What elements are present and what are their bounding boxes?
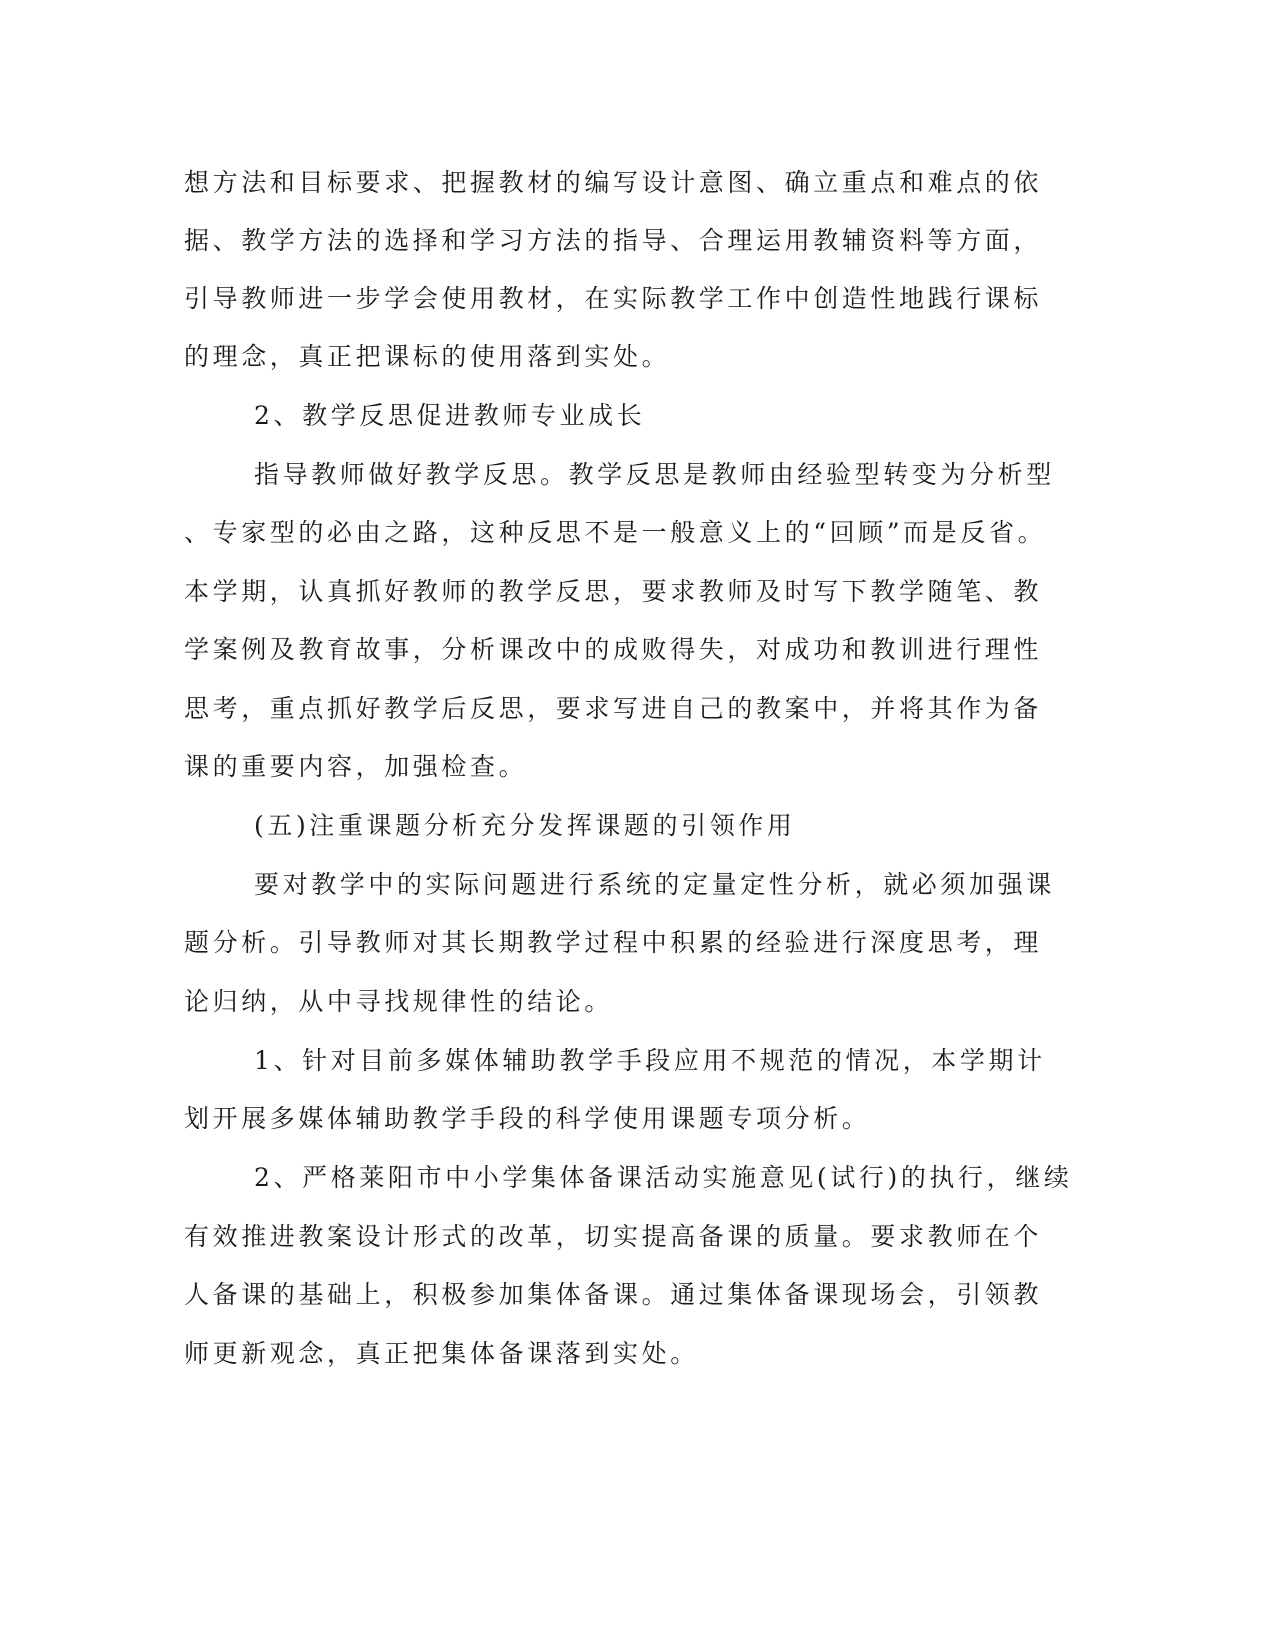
body-text-line: 的理念，真正把课标的使用落到实处。 (184, 342, 671, 371)
section-heading: (五)注重课题分析充分发挥课题的引领作用 (254, 811, 796, 840)
body-text-line: 思考，重点抓好教学后反思，要求写进自己的教案中，并将其作为备 (184, 694, 1043, 723)
paragraph-first-line: 要对教学中的实际问题进行系统的定量定性分析，就必须加强课 (254, 870, 1055, 899)
paragraph-first-line: 指导教师做好教学反思。教学反思是教师由经验型转变为分析型 (254, 460, 1055, 489)
body-text-line: 论归纳，从中寻找规律性的结论。 (184, 987, 614, 1016)
body-text-line: 划开展多媒体辅助教学手段的科学使用课题专项分析。 (184, 1104, 871, 1133)
list-item-first-line: 1、针对目前多媒体辅助教学手段应用不规范的情况，本学期计 (254, 1046, 1046, 1075)
body-text-line: 据、教学方法的选择和学习方法的指导、合理运用教辅资料等方面， (184, 226, 1043, 255)
body-text-line: 有效推进教案设计形式的改革，切实提高备课的质量。要求教师在个 (184, 1222, 1043, 1251)
body-text-line: 人备课的基础上，积极参加集体备课。通过集体备课现场会，引领教 (184, 1280, 1043, 1309)
body-text-line: 学案例及教育故事，分析课改中的成败得失，对成功和教训进行理性 (184, 635, 1043, 664)
list-item-first-line: 2、严格莱阳市中小学集体备课活动实施意见(试行)的执行，继续 (254, 1163, 1073, 1192)
body-text-line: 本学期，认真抓好教师的教学反思，要求教师及时写下教学随笔、教 (184, 577, 1043, 606)
body-text-line: 师更新观念，真正把集体备课落到实处。 (184, 1339, 699, 1368)
body-text-line: 想方法和目标要求、把握教材的编写设计意图、确立重点和难点的依 (184, 168, 1043, 197)
body-text-line: 引导教师进一步学会使用教材，在实际教学工作中创造性地践行课标 (184, 284, 1043, 313)
body-text-line: 课的重要内容，加强检查。 (184, 752, 528, 781)
body-text-line: 、专家型的必由之路，这种反思不是一般意义上的“回顾”而是反省。 (184, 518, 1047, 547)
subheading: 2、教学反思促进教师专业成长 (254, 401, 646, 430)
body-text-line: 题分析。引导教师对其长期教学过程中积累的经验进行深度思考，理 (184, 928, 1043, 957)
